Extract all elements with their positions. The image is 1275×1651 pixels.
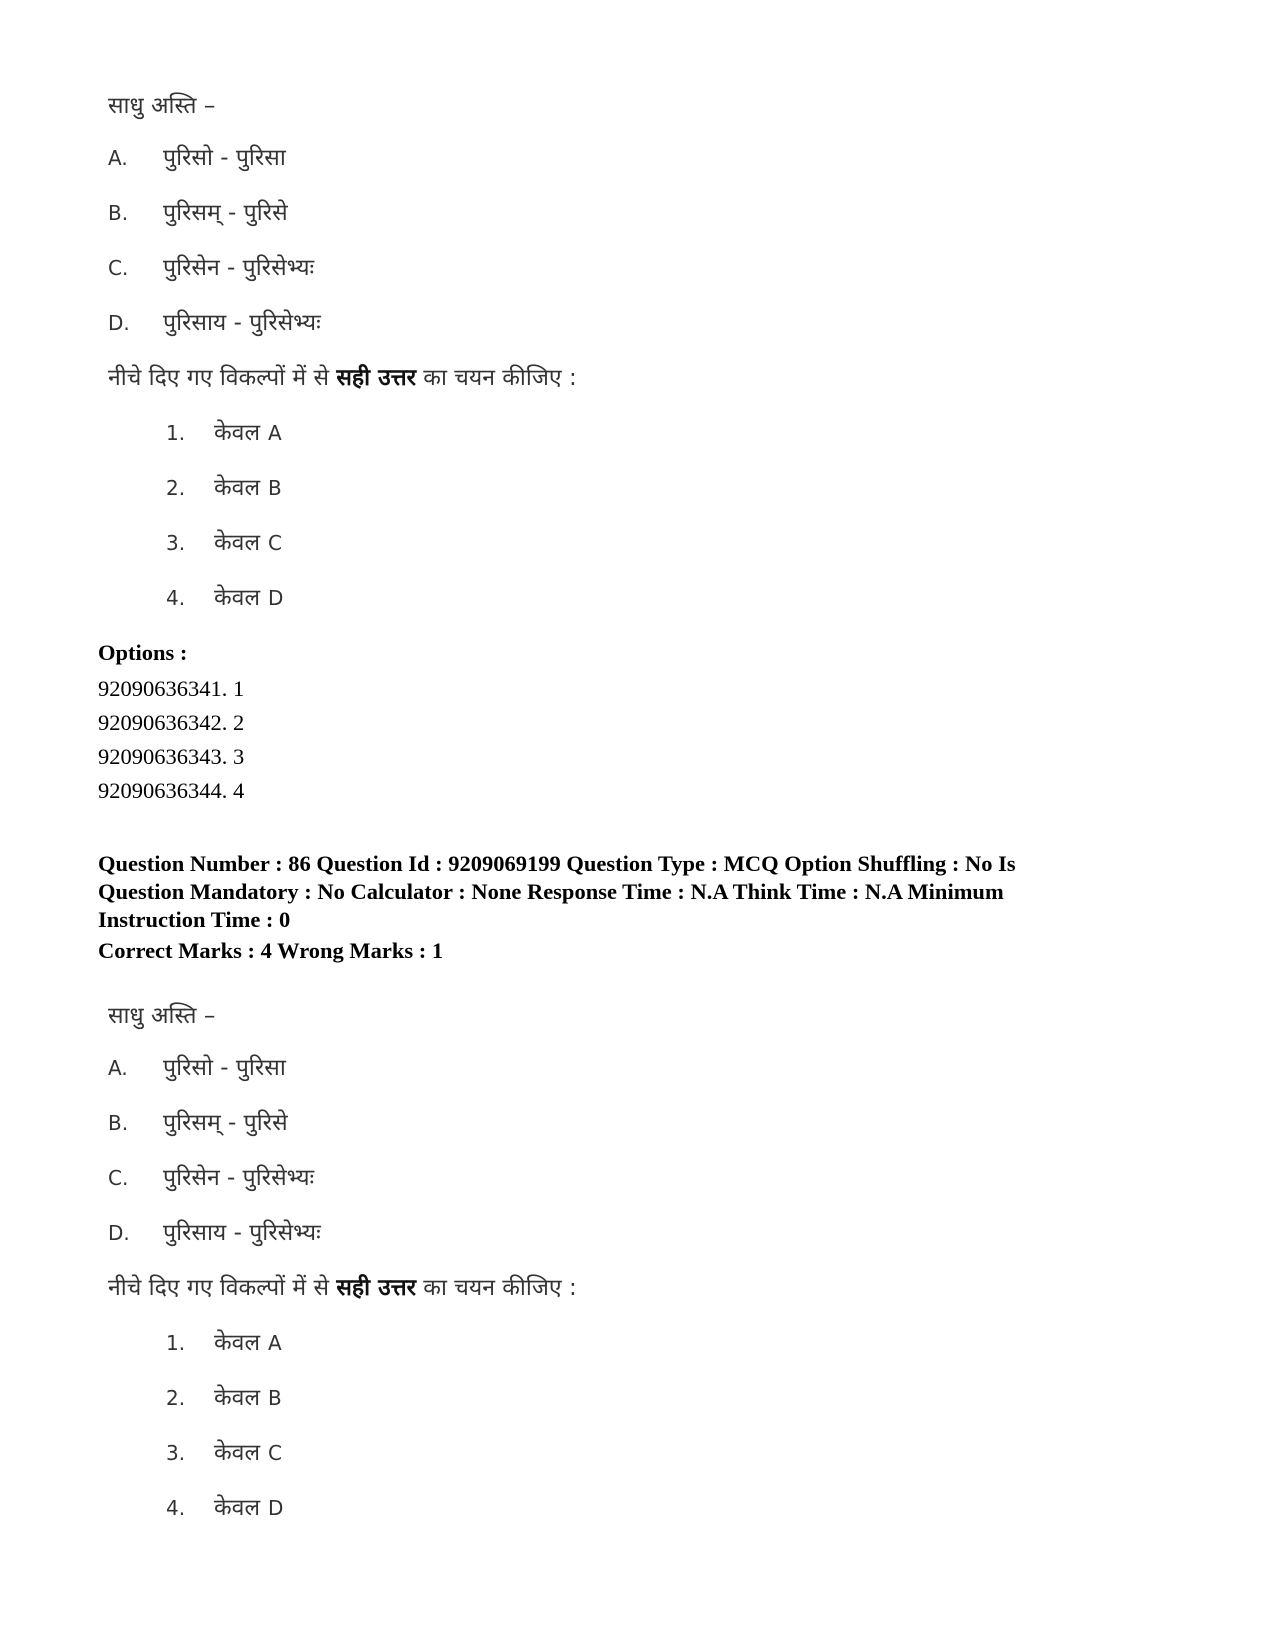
option-text: पुरिसो - पुरिसा [163,145,286,171]
instruction-post: का चयन कीजिए : [416,365,577,391]
question-image-block-2 [108,996,1008,1543]
choice-letter: C [268,1441,283,1465]
instruction-line [108,1268,1008,1323]
option-text: पुरिसम् - पुरिसे [163,1110,288,1136]
choice-number: 3. [166,531,186,555]
choice-row-1 [108,413,1008,468]
choice-word: केवल [214,1495,261,1521]
option-id-item: 92090636343. 3 [98,744,245,769]
question-stem: साधु अस्ति – [108,1003,216,1029]
option-text: पुरिसो - पुरिसा [163,1055,286,1081]
option-row-b [108,193,1008,248]
choice-letter: A [268,421,282,445]
options-list [98,672,244,808]
choice-word: केवल [214,530,261,556]
option-row-b [108,1103,1008,1158]
option-label: B. [108,1111,129,1135]
choice-letter: D [268,586,284,610]
option-text: पुरिसेन - पुरिसेभ्यः [163,255,315,281]
choice-number: 1. [166,1331,186,1355]
option-row-d [108,1213,1008,1268]
question-meta-line: Question Mandatory : No Calculator : None Response Time : N.A Think Time : N.A Minimum [98,879,1004,904]
option-row-c [108,248,1008,303]
instruction-post: का चयन कीजिए : [416,1275,577,1301]
choice-number: 3. [166,1441,186,1465]
choice-word: केवल [214,1385,261,1411]
choice-row-4 [108,1488,1008,1543]
option-row-a [108,1048,1008,1103]
instruction-bold: सही उत्तर [336,1275,416,1301]
option-row-a [108,138,1008,193]
question-meta-line: Question Number : 86 Question Id : 9209069199 Question Type : MCQ Option Shuffling : No Is [98,851,1016,876]
choice-letter: A [268,1331,282,1355]
option-label: A. [108,1056,128,1080]
question-stem: साधु अस्ति – [108,93,216,119]
option-label: B. [108,201,129,225]
option-row-c [108,1158,1008,1213]
option-id-item: 92090636341. 1 [98,676,245,701]
choice-word: केवल [214,420,261,446]
question-meta [98,850,1118,934]
option-id-item: 92090636344. 4 [98,778,245,803]
instruction-bold: सही उत्तर [336,365,416,391]
choice-row-2 [108,468,1008,523]
option-id-item: 92090636342. 2 [98,710,245,735]
choice-letter: B [268,476,282,500]
choice-row-2 [108,1378,1008,1433]
question-image-block-1 [108,86,1008,633]
choice-letter: B [268,1386,282,1410]
option-label: A. [108,146,128,170]
option-text: पुरिसम् - पुरिसे [163,200,288,226]
option-label: D. [108,311,130,335]
option-row-d [108,303,1008,358]
choice-word: केवल [214,475,261,501]
choice-row-4 [108,578,1008,633]
choice-row-3 [108,523,1008,578]
option-label: C. [108,1166,129,1190]
marks-line: Correct Marks : 4 Wrong Marks : 1 [98,938,444,963]
choice-number: 4. [166,586,186,610]
choice-number: 1. [166,421,186,445]
choice-word: केवल [214,1330,261,1356]
option-label: C. [108,256,129,280]
choice-row-1 [108,1323,1008,1378]
option-label: D. [108,1221,130,1245]
choice-word: केवल [214,585,261,611]
instruction-pre: नीचे दिए गए विकल्पों में से [108,1275,337,1301]
instruction-line [108,358,1008,413]
instruction-pre: नीचे दिए गए विकल्पों में से [108,365,337,391]
choice-letter: D [268,1496,284,1520]
option-text: पुरिसाय - पुरिसेभ्यः [163,310,321,336]
question-meta-line: Instruction Time : 0 [98,907,291,932]
choice-number: 2. [166,476,186,500]
choice-row-3 [108,1433,1008,1488]
choice-word: केवल [214,1440,261,1466]
choice-number: 2. [166,1386,186,1410]
options-heading: Options : [98,640,188,665]
choice-number: 4. [166,1496,186,1520]
option-text: पुरिसाय - पुरिसेभ्यः [163,1220,321,1246]
choice-letter: C [268,531,283,555]
option-text: पुरिसेन - पुरिसेभ्यः [163,1165,315,1191]
